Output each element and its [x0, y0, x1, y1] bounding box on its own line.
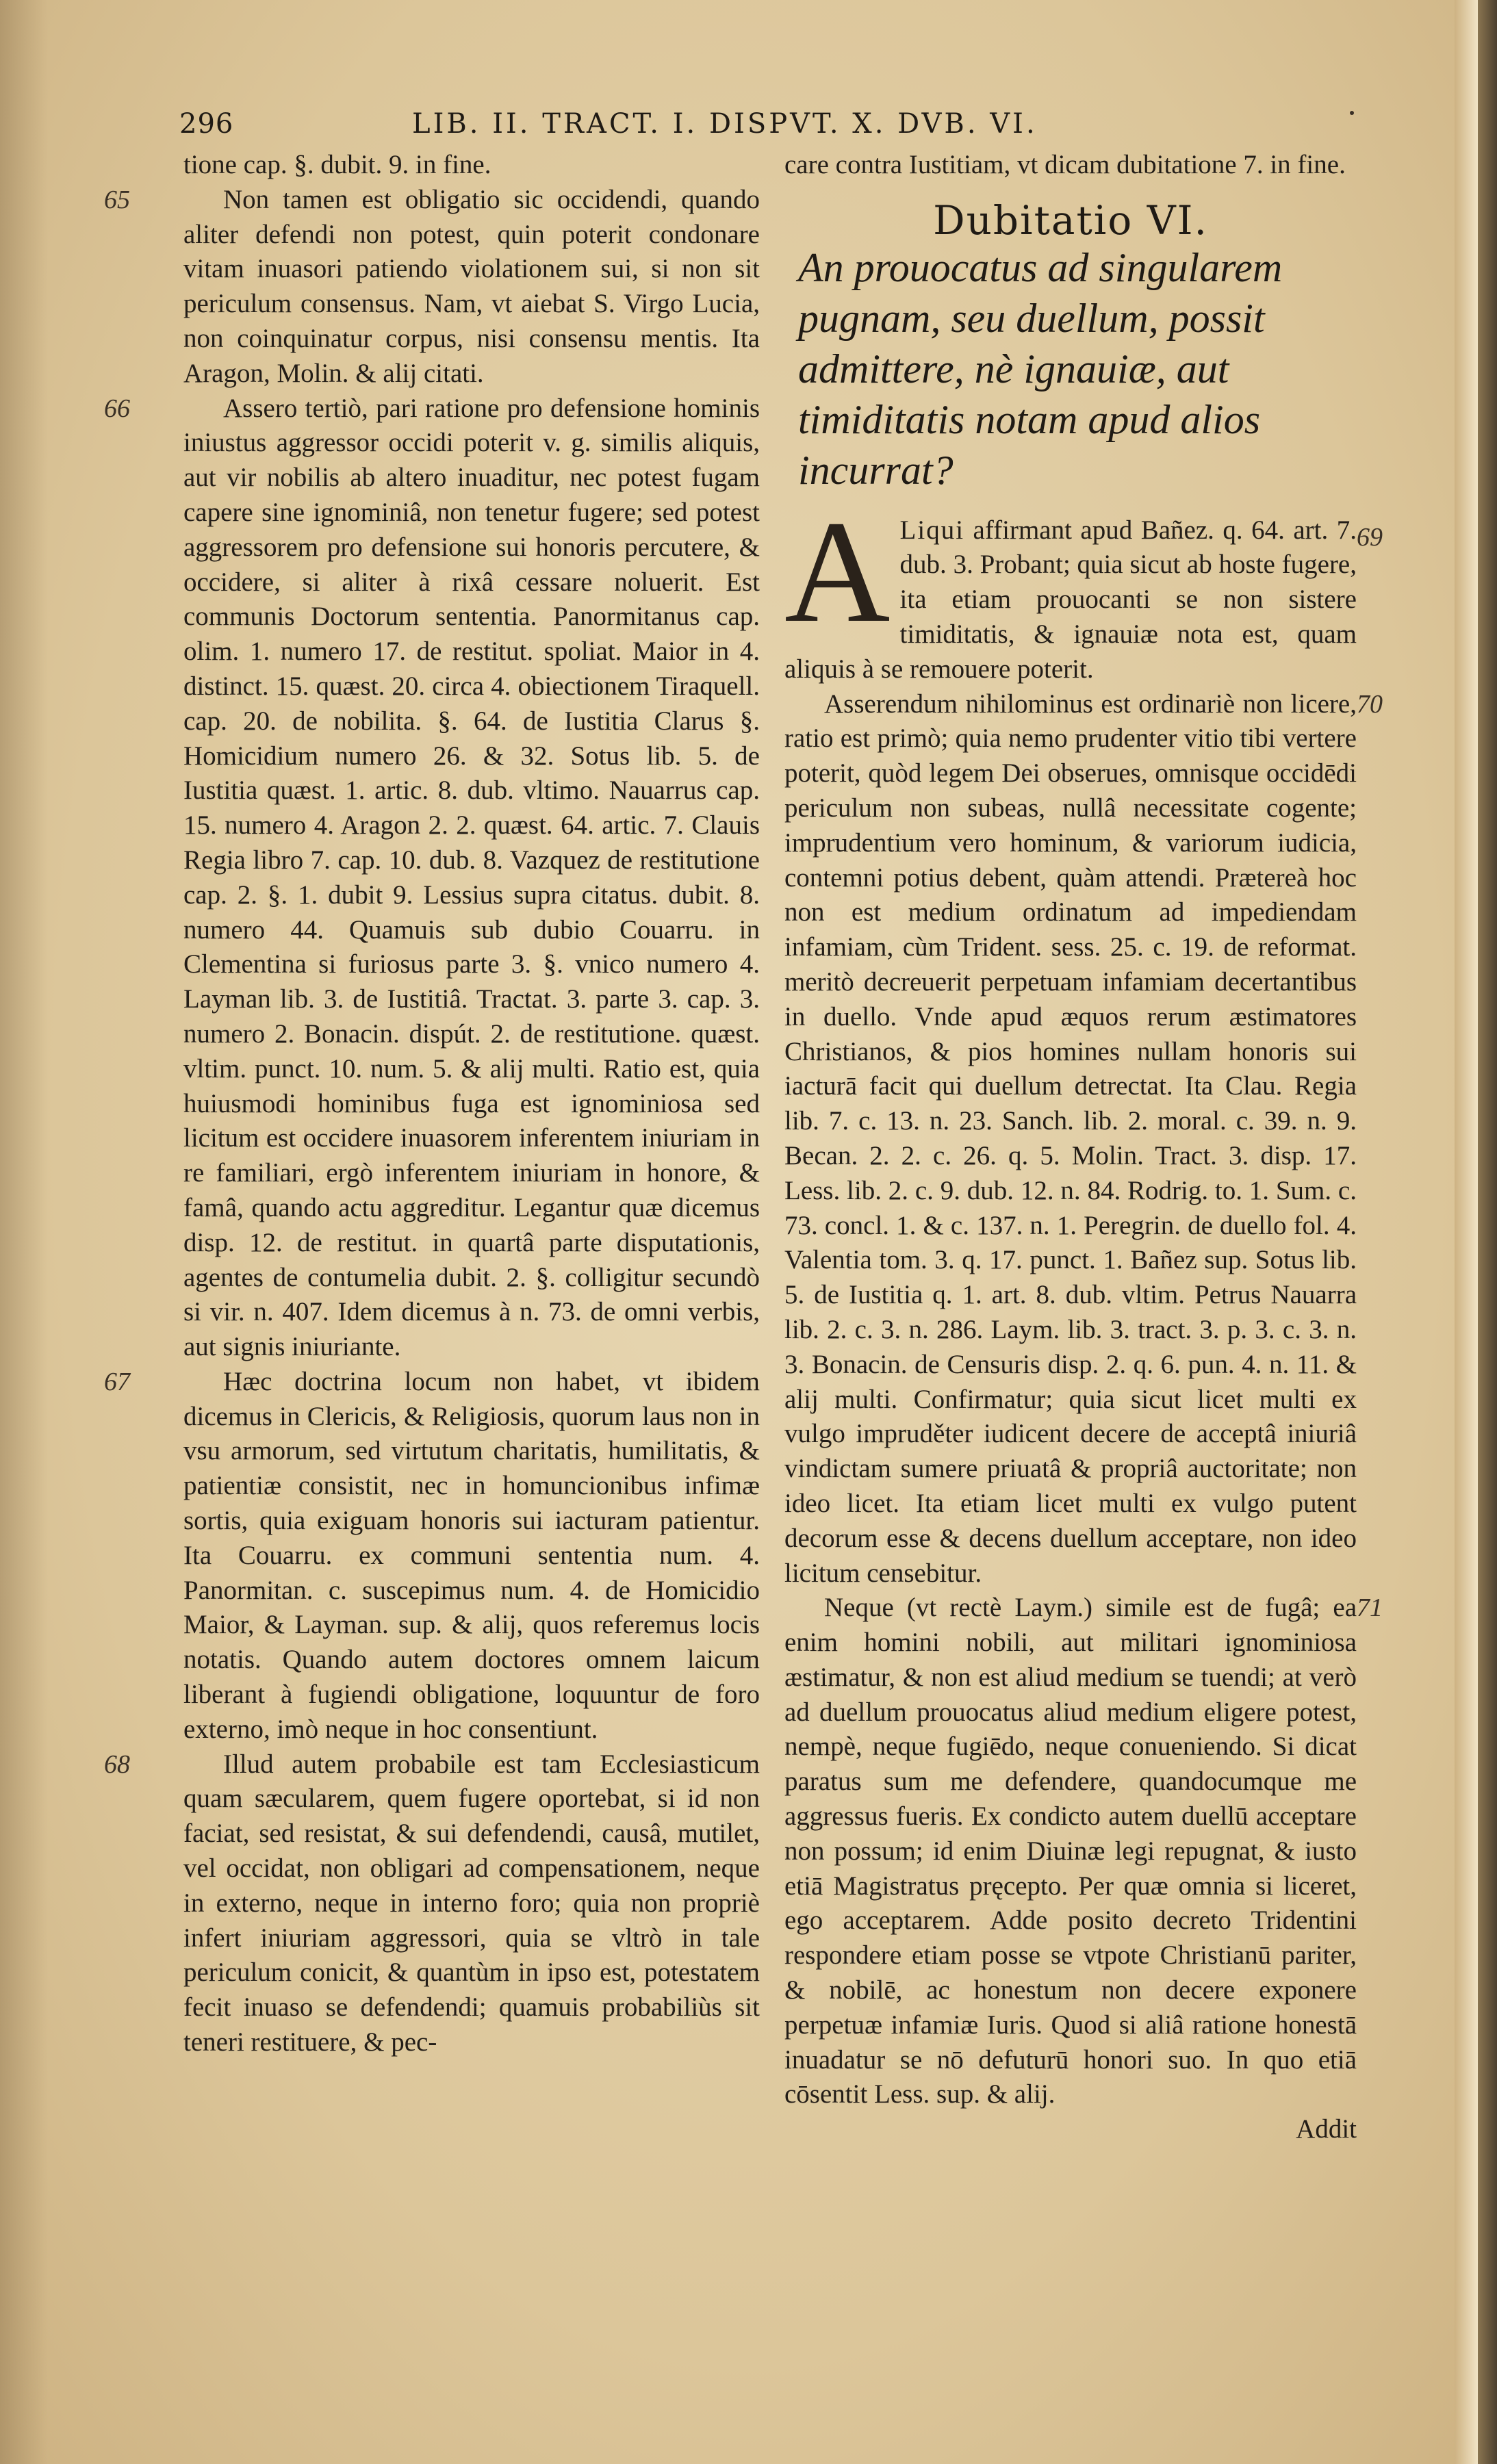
- section-question: An prouocatus ad singularem pugnam, seu duellum, possit admittere, nè ignauiæ, aut timiditatis notam apud alios incurrat?: [798, 244, 1283, 493]
- left-paragraph: [104, 1747, 760, 2060]
- right-paragraph: [784, 1591, 1383, 2112]
- paragraph-text: Non tamen est obligatio sic occidendi, quando aliter defendi non potest, quin poterit condonare vitam inuasori patiendo violationem sui, si non sit periculum consensus. Nam, vt aiebat S. Virgo Lucia, non coinquinatur corpus, nisi consensu mentis. Ita Aragon, Molin. & alij citati.: [183, 184, 760, 388]
- marginal-number: 68: [104, 1749, 130, 1779]
- left-paragraph: [104, 392, 760, 1365]
- paragraph-text: Neque (vt rectè Laym.) simile est de fugâ; ea enim homini nobili, aut militari ignominiosa æstimatur, & non est aliud medium se tuendi; at verò ad duellum prouocatus aliud medium eligere potest, nempè, neque fugiēdo, neque conueniendo. Si dicat paratus sum me defendere, quandocumque me aggressus fueris. Ex condicto autem duellū acceptare non possum; id enim Diuinæ legi repugnat, & iusto etiā Magistratus pręcepto. Per quæ omnia si liceret, ego acceptarem. Adde posito decreto Tridentini respondere etiam posse se vtpote Christianū pariter, & nobilē, ac honestum non decere exponere perpetuæ infamiæ Iuris. Quod si aliâ ratione honestā inuadatur se nō defuturū honori suo. In quo etiā cōsentit Less. sup. & alij.: [784, 1593, 1357, 2109]
- marginal-number: 71: [1357, 1593, 1383, 1623]
- marginal-number: 67: [104, 1367, 130, 1396]
- right-column: [784, 148, 1383, 2147]
- paragraph-text: affirmant apud Bañez. q. 64. art. 7. dub. 3. Probant; quia sicut ab hoste fugere, ita etiam prouocanti se non sistere timiditatis, & ignauiæ nota est, quam aliquis à se remouere poterit.: [784, 515, 1357, 684]
- right-paragraph: [784, 687, 1383, 1591]
- catchword: Addit: [1296, 2114, 1357, 2144]
- marginal-number: 70: [1357, 689, 1383, 719]
- gutter-shadow: [0, 0, 48, 2464]
- left-paragraph: [183, 148, 760, 183]
- right-paragraph: [784, 490, 1383, 687]
- first-paragraph: [784, 490, 1357, 687]
- page-number: 296: [179, 108, 234, 140]
- marginal-number: 66: [104, 394, 130, 423]
- left-paragraph: [104, 183, 760, 392]
- page-edge-highlight: [1455, 0, 1478, 2464]
- left-column: [104, 148, 760, 2060]
- marginal-number: 65: [104, 185, 130, 214]
- section-title: Dubitatio VI.: [933, 196, 1208, 244]
- left-paragraph: [104, 1365, 760, 1747]
- book-edge: [1478, 0, 1497, 2464]
- ink-speck: [1350, 111, 1354, 115]
- paragraph-text: Hæc doctrina locum non habet, vt ibidem dicemus in Clericis, & Religiosis, quorum laus non in vsu armorum, sed virtutum charitatis, humilitatis, & patientiæ consistit, nec in homuncionibus infimæ sortis, quia exiguam honoris sui iacturam patientur. Ita Couarru. ex communi sententia num. 4. Panormitan. c. suscepimus num. 4. de Homicidio Maior, & Layman. sup. & alij, quos referemus locis notatis. Quando autem doctores omnem laicum liberant à fugiendi obligatione, loquuntur de foro externo, imò neque in hoc consentiunt.: [183, 1366, 760, 1744]
- paragraph-text: Assero tertiò, pari ratione pro defensione hominis iniustus aggressor occidi poterit v. g. similis aliquis, aut vir nobilis ab altero inuaditur, nec potest fugam capere sine ignominiâ, non tenetur fugere; sed potest aggressorem pro defensione sui honoris percutere, & occidere, si aliter à rixâ cessare noluerit. Est communis Doctorum sententia. Panormitanus cap. olim. 1. numero 17. de restitut. spoliat. Maior in 4. distinct. 15. quæst. 20. circa 4. obiectionem Tiraquell. cap. 20. de nobilita. §. 64. de Iustitia Clarus §. Homicidium numero 26. & 32. Sotus lib. 5. de Iustitia quæst. 1. artic. 8. dub. vltimo. Nauarrus cap. 15. numero 4. Aragon 2. 2. quæst. 64. artic. 7. Clauis Regia libro 7. cap. 10. dub. 8. Vazquez de restitutione cap. 2. §. 1. dubit 9. Lessius supra citatus. dubit. 8. numero 44. Quamuis sub dubio Couarru. in Clementina si furiosus parte 3. §. vnico numero 4. Layman lib. 3. de Iustitiâ. Tractat. 3. parte 3. cap. 3. numero 2. Bonacin. dispút. 2. de restitutione. quæst. vltim. punct. 10. num. 5. & alij multi. Ratio est, quia huiusmodi hominibus fuga est ignominiosa sed licitum est occidere inuasorem inferentem iniuriam in re familiari, ergò inferentem iniuriam in honore, & famâ, quando actu aggreditur. Legantur quæ dicemus disp. 12. de restitut. in quartâ parte disputationis, agentes de contumelia dubit. 2. §. colligitur secundò si vir. n. 407. Idem dicemus à n. 73. de omni verbis, aut signis iniuriante.: [183, 393, 760, 1362]
- running-head: LIB. II. TRACT. I. DISPVT. X. DVB. VI.: [412, 108, 1038, 140]
- marginal-number: 69: [1357, 522, 1383, 552]
- drop-cap: A: [784, 490, 891, 653]
- page-header: [179, 104, 1179, 152]
- first-word: Liqui: [899, 515, 965, 545]
- paragraph-text: Asserendum nihilominus est ordinariè non licere, ratio est primò; quia nemo prudenter vitio tibi vertere poterit, quòd legem Dei obserues, omnisque occidēdi periculum non subeas, nullâ necessitate cogente; imprudentium vero hominum, & variorum iudicia, contemni potius debent, quàm attendi. Prætereà hoc non est medium ordinatum ad impediendam infamiam, cùm Trident. sess. 25. c. 19. de reformat. meritò decreuerit perpetuam infamiam decertantibus in duello. Vnde apud æquos rerum æstimatores Christianos, & pios homines nullam honoris sui iacturā facit qui duellum detrectat. Ita Clau. Regia lib. 7. c. 13. n. 23. Sanch. lib. 2. moral. c. 39. n. 9. Becan. 2. 2. c. 26. q. 5. Molin. Tract. 3. disp. 17. Less. lib. 2. c. 9. dub. 12. n. 84. Rodrig. to. 1. Sum. c. 73. concl. 1. & c. 137. n. 1. Peregrin. de duello fol. 4. Valentia tom. 3. q. 17. punct. 1. Bañez sup. Sotus lib. 5. de Iustitia q. 1. art. 8. dub. vltim. Petrus Nauarra lib. 2. c. 3. n. 286. Laym. lib. 3. tract. 3. p. 3. c. 3. n. 3. Bonacin. de Censuris disp. 2. q. 6. pun. 4. n. 11. & alij multi. Confirmatur; quia sicut licet multi ex vulgo impruděter iudicent decere de acceptâ iniuriâ vindictam sumere priuatâ & propriâ auctoritate; non ideo licet. Ita etiam licet multi ex vulgo putent decorum esse & decens duellum acceptare, non ideo licitum censebitur.: [784, 689, 1357, 1588]
- paragraph-text: tione cap. §. dubit. 9. in fine.: [183, 150, 491, 179]
- intro-text: care contra Iustitiam, vt dicam dubitatione 7. in fine.: [784, 150, 1346, 179]
- paragraph-text: Illud autem probabile est tam Ecclesiasticum quam sæcularem, quem fugere oportebat, si id non faciat, sed resistat, & sui defendendi, causâ, mutilet, vel occidat, non obligari ad compensationem, neque in externo, neque in interno foro; quia non propriè infert iniuriam aggressori, quia se vltrò in tale periculum conicit, & quantùm in ipso est, potestatem fecit inuaso se defendendi; quamuis probabiliùs sit teneri restituere, & pec-: [183, 1749, 760, 2057]
